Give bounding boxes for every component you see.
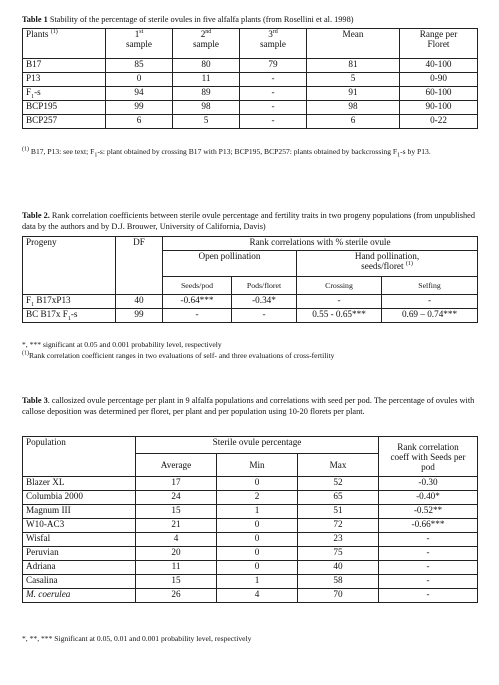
table3-cell-rank: - (379, 533, 478, 547)
table3-cell-min: 0 (217, 561, 298, 575)
table3-cell-min: 0 (217, 519, 298, 533)
table3-row (23, 491, 478, 505)
table2-header-selfing: Selfing (382, 277, 478, 295)
table1-row (23, 73, 478, 87)
table1-cell-range: 60-100 (400, 87, 478, 101)
table2-header-row (23, 237, 478, 251)
table3-cell-average: 11 (136, 561, 217, 575)
table3-cell-max: 52 (298, 477, 379, 491)
table1-cell-s3: - (240, 87, 307, 101)
table3-header-row (23, 437, 478, 454)
table3-cell-max: 70 (298, 589, 379, 603)
table2 (22, 236, 478, 323)
table1-cell-mean: 5 (307, 73, 400, 87)
table2-cell-podsfloret: -0.34* (232, 295, 297, 309)
table3-cell-average: 15 (136, 575, 217, 589)
table1-cell-s2: 5 (173, 115, 240, 129)
table2-cell-crossing: 0.55 - 0.65*** (297, 309, 382, 323)
table3-cell-max: 51 (298, 505, 379, 519)
table1-cell-s1: 94 (106, 87, 173, 101)
table3-cell-population: Adriana (23, 561, 136, 575)
table1-caption (22, 14, 484, 25)
table2-cell-selfing: - (382, 295, 478, 309)
table3-caption-text: . callosized ovule percentage per plant in 9 alfalfa populations and correlations with seed per pod. The percentage of ovules with callose deposition was determined per floret, per plant and per population using 10-20 florets per plant. (22, 396, 475, 416)
table3-cell-max: 40 (298, 561, 379, 575)
table2-cell-seedspod: - (163, 309, 232, 323)
table3-cell-population: Magnum III (23, 505, 136, 519)
table1-cell-s1: 0 (106, 73, 173, 87)
table1-row (23, 87, 478, 101)
table1-cell-mean: 6 (307, 115, 400, 129)
table3-cell-max: 75 (298, 547, 379, 561)
table2-cell-df: 99 (116, 309, 163, 323)
table1-cell-s1: 85 (106, 59, 173, 73)
table1-cell-s2: 80 (173, 59, 240, 73)
table1-cell-range: 90-100 (400, 101, 478, 115)
table3-cell-population: M. coerulea (23, 589, 136, 603)
table3-cell-rank: - (379, 589, 478, 603)
table2-footnote-2: $^{(1)}$Rank correlation coefficient ranges in two evaluations of self- and three evaluations of cross-fertility (22, 350, 335, 360)
table2-header-df: DF (116, 237, 163, 295)
table2-header-crossing: Crossing (297, 277, 382, 295)
table1-cell-plant: BCP257 (23, 115, 106, 129)
table3-cell-min: 4 (217, 589, 298, 603)
table1-footnote: $^{(1)}$ B17, P13: see text; $F_1-s$: plant obtained by crossing B17 with P13; BCP195, BCP257: plants obtained by backcrossing $F_1-s$ by P13. (22, 146, 431, 159)
table3-row (23, 533, 478, 547)
table3-header-max: Max (298, 454, 379, 477)
table3-cell-population: Peruvian (23, 547, 136, 561)
table3-cell-min: 0 (217, 477, 298, 491)
table2-row (23, 309, 478, 323)
table1-cell-s3: - (240, 101, 307, 115)
table1-cell-s1: 99 (106, 101, 173, 115)
table3-header-average: Average (136, 454, 217, 477)
table3-row (23, 547, 478, 561)
table1-header-plants: Plants $^{(1)}$ (23, 29, 106, 59)
table2-footnote-1: *, *** significant at 0.05 and 0.001 probability level, respectively (22, 340, 222, 349)
table1-cell-s3: - (240, 115, 307, 129)
table2-cell-progeny: $F_1$ B17xP13 (23, 295, 116, 309)
table3-cell-rank: - (379, 561, 478, 575)
table1-cell-plant: $F_1-s$ (23, 87, 106, 101)
table3-cell-rank: -0.40* (379, 491, 478, 505)
table2-row (23, 295, 478, 309)
table3-row (23, 477, 478, 491)
table2-caption (22, 210, 484, 232)
table3-cell-rank: -0.52** (379, 505, 478, 519)
table3-row (23, 561, 478, 575)
table3-cell-max: 65 (298, 491, 379, 505)
table3-row (23, 505, 478, 519)
table3-cell-max: 58 (298, 575, 379, 589)
table1-header-sample2: 2nd sample (173, 29, 240, 59)
table1-label: Table 1 (22, 15, 48, 24)
table3-header-sterile: Sterile ovule percentage (136, 437, 379, 454)
table1-header-range: Range per Floret (400, 29, 478, 59)
table1-cell-mean: 81 (307, 59, 400, 73)
table1 (22, 28, 478, 129)
table1-row (23, 115, 478, 129)
table1-cell-range: 0-22 (400, 115, 478, 129)
table2-header-podsfloret: Pods/floret (232, 277, 297, 295)
table1-cell-s1: 6 (106, 115, 173, 129)
table3-cell-population: Wisfal (23, 533, 136, 547)
table1-cell-mean: 98 (307, 101, 400, 115)
table3-cell-population: Columbia 2000 (23, 491, 136, 505)
table2-cell-seedspod: -0.64*** (163, 295, 232, 309)
table3-cell-population: W10-AC3 (23, 519, 136, 533)
table1-cell-range: 40-100 (400, 59, 478, 73)
table3-cell-rank: - (379, 575, 478, 589)
table1-cell-s3: - (240, 73, 307, 87)
table3-row (23, 575, 478, 589)
table3-cell-average: 15 (136, 505, 217, 519)
table3-cell-average: 24 (136, 491, 217, 505)
table3-cell-rank: -0.30 (379, 477, 478, 491)
table3-cell-average: 21 (136, 519, 217, 533)
table3-cell-min: 1 (217, 575, 298, 589)
table3-footnote: *, **, *** Significant at 0.05, 0.01 and 0.001 probability level, respectively (22, 634, 252, 643)
table1-cell-s2: 89 (173, 87, 240, 101)
table3-cell-average: 17 (136, 477, 217, 491)
table2-cell-podsfloret: - (232, 309, 297, 323)
table2-cell-selfing: 0.69 – 0.74*** (382, 309, 478, 323)
table3-cell-min: 0 (217, 533, 298, 547)
table3-cell-average: 26 (136, 589, 217, 603)
table3-row (23, 589, 478, 603)
table1-cell-range: 0-90 (400, 73, 478, 87)
table3-label: Table 3 (22, 396, 48, 405)
table1-row (23, 101, 478, 115)
table2-header-rank: Rank correlations with % sterile ovule (163, 237, 478, 251)
table2-caption-text: Rank correlation coefficients between sterile ovule percentage and fertility traits in two progeny populations (from unpublished data by the authors and by D.J. Brouwer, University of California, Davis) (22, 211, 475, 231)
table3-cell-rank: -0.66*** (379, 519, 478, 533)
table3-cell-max: 23 (298, 533, 379, 547)
table3-header-rank: Rank correlation coeff with Seeds per pod (379, 437, 478, 477)
table1-cell-s3: 79 (240, 59, 307, 73)
table1-cell-plant: B17 (23, 59, 106, 73)
table1-header-mean: Mean (307, 29, 400, 59)
table3-cell-min: 1 (217, 505, 298, 519)
table1-row (23, 59, 478, 73)
table3-cell-population: Casalina (23, 575, 136, 589)
table3-cell-min: 0 (217, 547, 298, 561)
table1-cell-s2: 98 (173, 101, 240, 115)
table3-row (23, 519, 478, 533)
table1-header-sample3: 3rd sample (240, 29, 307, 59)
table3 (22, 436, 478, 603)
table1-header-sample1: 1st sample (106, 29, 173, 59)
table2-cell-df: 40 (116, 295, 163, 309)
table1-header-row (23, 29, 478, 59)
table3-cell-max: 72 (298, 519, 379, 533)
table2-header-progeny: Progeny (23, 237, 116, 295)
table3-header-population: Population (23, 437, 136, 477)
table2-cell-progeny: BC B17x $F_1-s$ (23, 309, 116, 323)
table1-cell-s2: 11 (173, 73, 240, 87)
table1-cell-plant: P13 (23, 73, 106, 87)
table2-header-seedspod: Seeds/pod (163, 277, 232, 295)
table1-cell-plant: BCP195 (23, 101, 106, 115)
table2-header-hand: Hand pollination, seeds/floret $^{(1)}$ (297, 251, 478, 277)
table3-header-min: Min (217, 454, 298, 477)
table3-cell-population: Blazer XL (23, 477, 136, 491)
table3-caption (22, 395, 484, 417)
table2-header-open: Open pollination (163, 251, 297, 277)
table3-cell-rank: - (379, 547, 478, 561)
table2-label: Table 2. (22, 211, 50, 220)
table2-cell-crossing: - (297, 295, 382, 309)
table1-cell-mean: 91 (307, 87, 400, 101)
table3-cell-min: 2 (217, 491, 298, 505)
table3-cell-average: 4 (136, 533, 217, 547)
table3-cell-average: 20 (136, 547, 217, 561)
table1-caption-text: Stability of the percentage of sterile ovules in five alfalfa plants (from Rosellini et al. 1998) (49, 15, 354, 24)
